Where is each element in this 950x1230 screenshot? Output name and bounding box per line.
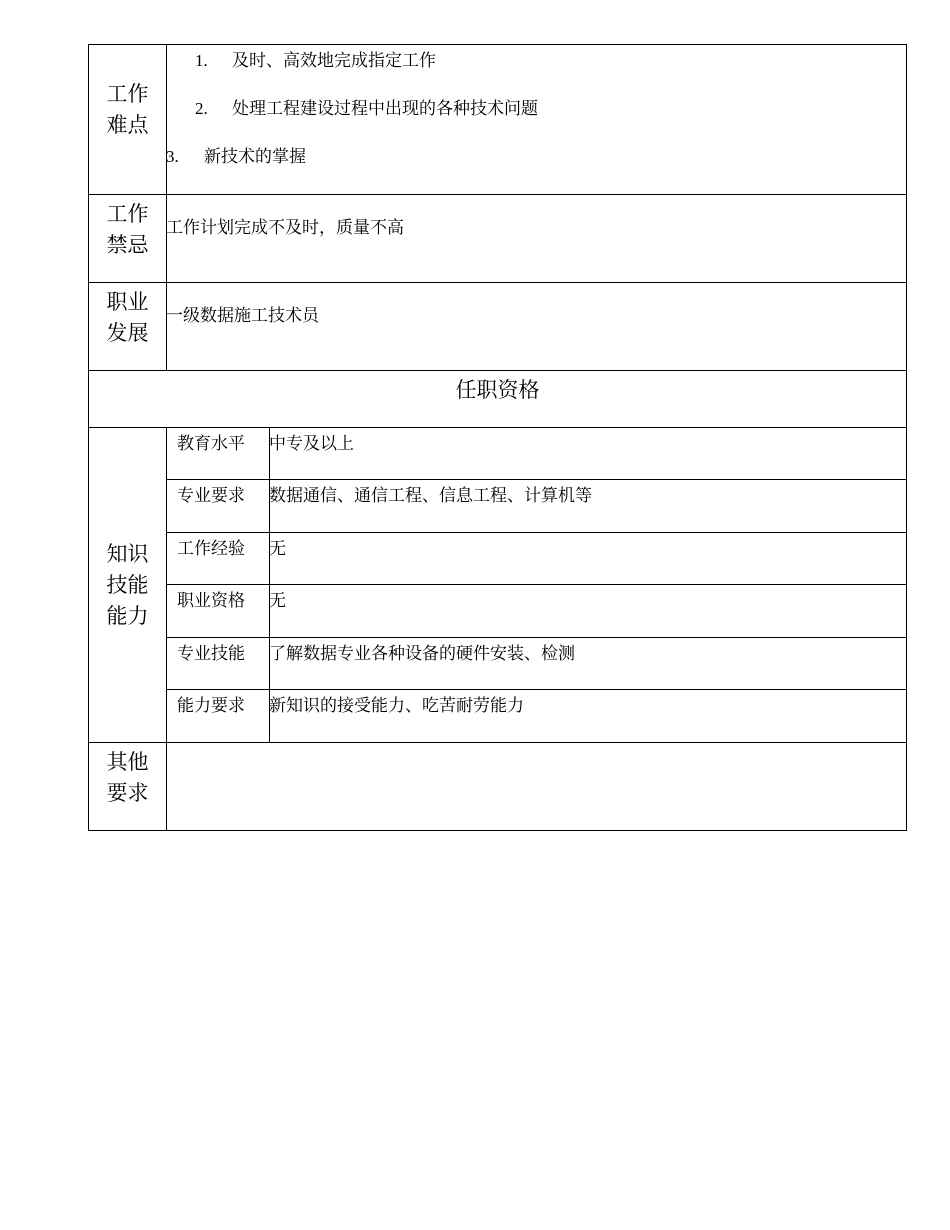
sub-label-skills: 专业技能 [167,638,270,690]
label-line: 难点 [106,113,149,137]
sub-value-ability: 新知识的接受能力、吃苦耐劳能力 [270,690,907,743]
list-text: 处理工程建设过程中出现的各种技术问题 [232,99,538,118]
label-work-taboo [89,195,167,283]
label-line: 工作 [106,82,149,106]
sub-value-certification: 无 [270,585,907,638]
row-work-taboo [89,195,907,283]
row-work-difficulty [89,45,907,195]
label-other-requirements [89,743,167,831]
list-item [167,145,906,193]
label-career-development [89,283,167,371]
work-difficulty-list [167,45,907,195]
list-number: 2. [195,99,208,118]
label-line: 知识 [106,541,149,566]
label-line: 禁忌 [106,233,149,257]
work-taboo-text: 工作计划完成不及时，质量不高 [167,195,907,283]
label-line: 工作 [106,202,149,226]
list-text: 及时、高效地完成指定工作 [232,51,436,70]
sub-value-skills: 了解数据专业各种设备的硬件安装、检测 [270,638,907,690]
sub-value-education: 中专及以上 [270,428,907,480]
sub-label-certification: 职业资格 [167,585,270,638]
other-requirements-text [167,743,907,831]
label-line: 能力 [106,603,149,628]
label-line: 发展 [106,321,149,345]
label-knowledge-skills [89,428,167,743]
job-requirements-table [88,44,907,831]
section-title-qualification: 任职资格 [89,371,907,428]
table-row [89,585,907,638]
label-line: 其他 [106,750,149,774]
label-work-difficulty [89,45,167,195]
table-row [89,428,907,480]
list-number: 1. [195,51,208,70]
table-row [89,533,907,585]
label-line: 技能 [106,572,149,597]
table-row [89,690,907,743]
row-other-requirements [89,743,907,831]
list-number: 3. [166,147,179,166]
sub-value-experience: 无 [270,533,907,585]
sub-label-experience: 工作经验 [167,533,270,585]
list-item [167,49,906,97]
sub-label-major: 专业要求 [167,480,270,533]
label-line: 职业 [106,290,149,314]
table-row [89,638,907,690]
career-development-text: 一级数据施工技术员 [167,283,907,371]
table-row [89,480,907,533]
label-line: 要求 [106,781,149,805]
sub-label-education: 教育水平 [167,428,270,480]
sub-label-ability: 能力要求 [167,690,270,743]
row-qualification-header [89,371,907,428]
sub-value-major: 数据通信、通信工程、信息工程、计算机等 [270,480,907,533]
list-text: 新技术的掌握 [204,147,306,166]
list-item [167,97,906,145]
row-career-development [89,283,907,371]
